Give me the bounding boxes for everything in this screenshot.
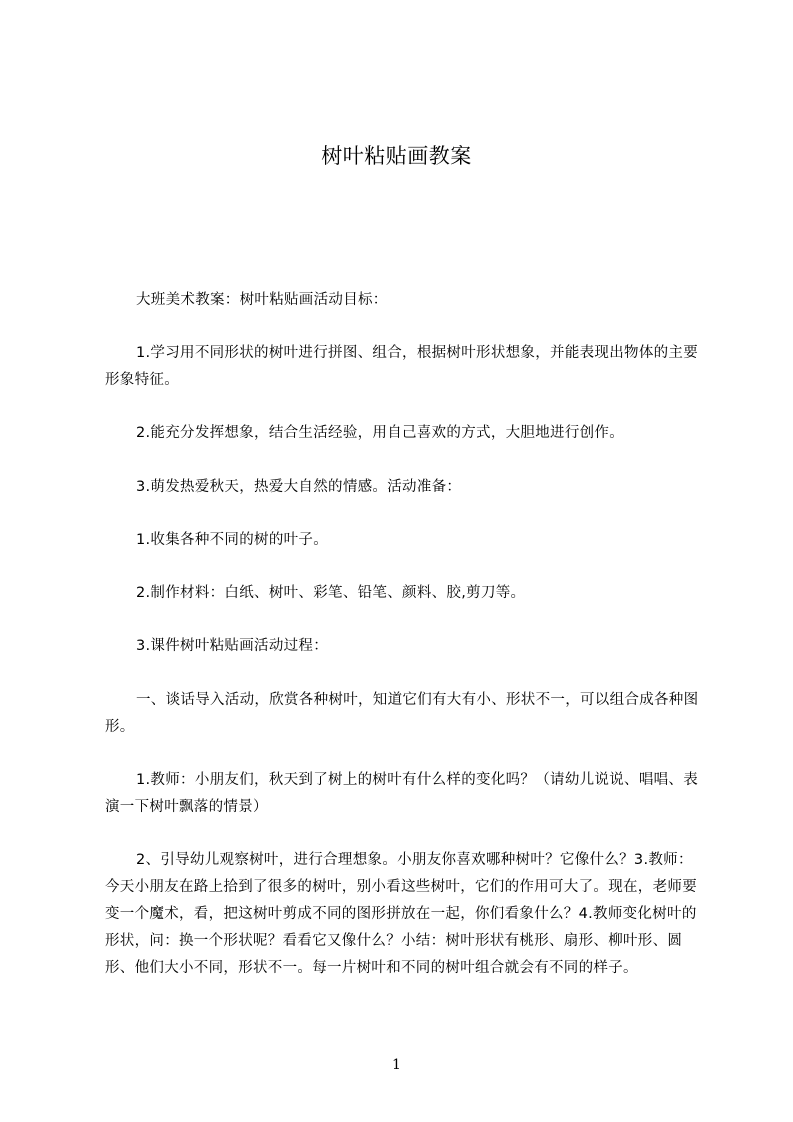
paragraph-process-1: 一、谈话导入活动，欣赏各种树叶，知道它们有大有小、形状不一，可以组合成各种图形。 <box>105 692 699 735</box>
paragraph-goal-3: 3.萌发热爱秋天，热爱大自然的情感。活动准备： <box>136 479 462 495</box>
paragraph-prep-2: 2.制作材料：白纸、树叶、彩笔、铅笔、颜料、胶,剪刀等。 <box>136 585 526 601</box>
paragraph-process-3: 2、引导幼儿观察树叶，进行合理想象。小朋友你喜欢哪种树叶？它像什么？3.教师：今天小朋友在路上拾到了很多的树叶，别小看这些树叶，它们的作用可大了。现在，老师要变一个魔术，看，把这树叶剪成不同的图形拼放在一起，你们看象什么？4.教师变化树叶的形状，问：换一个形状呢？看看它又像什么？小结：树叶形状有桃形、扇形、柳叶形、圆形、他们大小不同，形状不一。每一片树叶和不同的树叶组合就会有不同的样子。 <box>105 852 697 976</box>
paragraph-intro: 大班美术教案：树叶粘贴画活动目标： <box>136 292 388 308</box>
paragraph-goal-2: 2.能充分发挥想象，结合生活经验，用自己喜欢的方式，大胆地进行创作。 <box>136 425 625 441</box>
paragraph-goal-1: 1.学习用不同形状的树叶进行拼图、组合，根据树叶形状想象，并能表现出物体的主要形象特征。 <box>105 345 699 388</box>
paragraph-prep-3: 3.课件树叶粘贴画活动过程： <box>136 638 329 654</box>
paragraph-prep-1: 1.收集各种不同的树的叶子。 <box>136 532 329 548</box>
page-number: 1 <box>392 1057 401 1073</box>
document-title: 树叶粘贴画教案 <box>321 144 472 168</box>
paragraph-process-2: 1.教师：小朋友们，秋天到了树上的树叶有什么样的变化吗？（请幼儿说说、唱唱、表演一下树叶飘落的情景） <box>105 772 699 815</box>
